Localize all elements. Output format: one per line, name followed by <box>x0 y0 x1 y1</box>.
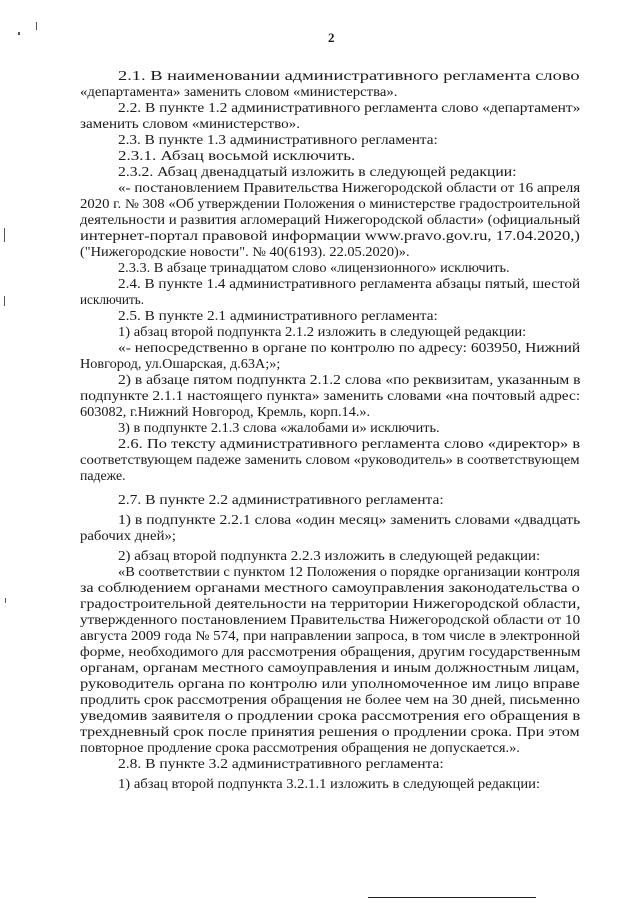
scan-speck <box>4 296 5 306</box>
text-line: 2.6. По тексту административного регламента слово «директор» в <box>118 436 581 451</box>
text-line: утвержденного постановлением Правительства Нижегородской области от 10 <box>80 612 581 627</box>
text-line: ("Нижегородские новости". № 40(6193). 22.05.2020)». <box>80 244 410 259</box>
text-line: «департамента» заменить словом «министерства». <box>80 84 398 99</box>
text-line: 2.5. В пункте 2.1 административного регламента: <box>118 308 438 323</box>
text-line: подпункте 2.1.1 настоящего пункта» заменить словами «на почтовый адрес: <box>80 388 581 403</box>
text-line: падеже. <box>80 468 126 483</box>
text-line: 2.7. В пункте 2.2 административного регламента: <box>118 492 444 507</box>
text-line: заменить словом «министерство». <box>80 116 301 131</box>
text-line: градостроительной деятельности на территории Нижегородской области, <box>80 596 581 611</box>
text-line: 2.3. В пункте 1.3 административного регламента: <box>118 132 438 147</box>
text-line: «- непосредственно в органе по контролю по адресу: 603950, Нижний <box>118 340 581 355</box>
scan-speck <box>4 228 5 242</box>
text-line: деятельности и развития агломераций Нижегородской области» (официальный <box>80 212 581 227</box>
scan-speck <box>18 32 20 35</box>
scan-speck <box>5 598 6 603</box>
text-line: уведомив заявителя о продлении срока рассмотрения его обращения в <box>80 708 581 723</box>
text-line: руководитель органа по контролю или уполномоченное им лицо вправе <box>80 676 580 691</box>
text-line: 2.1. В наименовании административного регламента слово <box>118 68 580 83</box>
footer-rule <box>368 897 536 898</box>
text-line: продлить срок рассмотрения обращения не более чем на 30 дней, письменно <box>80 692 580 707</box>
text-line: 2.2. В пункте 1.2 административного регламента слово «департамент» <box>118 100 581 115</box>
text-line: форме, необходимого для рассмотрения обращения, другим государственным <box>80 644 581 659</box>
text-line: 1) в подпункте 2.2.1 слова «один месяц» заменить словами «двадцать <box>118 512 581 527</box>
text-line: 2.3.1. Абзац восьмой исключить. <box>118 148 356 163</box>
text-line: 1) абзац второй подпункта 3.2.1.1 изложить в следующей редакции: <box>118 776 541 791</box>
text-line: исключить. <box>80 292 145 307</box>
text-line: рабочих дней»; <box>80 528 176 543</box>
text-line: 2.3.2. Абзац двенадцатый изложить в следующей редакции: <box>118 164 517 179</box>
page-number: 2 <box>328 30 335 45</box>
text-line: «- постановлением Правительства Нижегородской области от 16 апреля <box>118 180 581 195</box>
text-line: 2.4. В пункте 1.4 административного регламента абзацы пятый, шестой <box>118 276 581 291</box>
text-line: «В соответствии с пунктом 12 Положения о порядке организации контроля <box>118 564 580 579</box>
text-line: 2020 г. № 308 «Об утверждении Положения о министерстве градостроительной <box>80 196 581 211</box>
text-line: интернет-портал правовой информации www.pravo.gov.ru, 17.04.2020,) <box>80 228 580 243</box>
text-line: повторное продление срока рассмотрения обращения не допускается.». <box>80 740 520 755</box>
text-line: соответствующем падеже заменить словом «руководитель» в соответствующем <box>80 452 580 467</box>
text-line: 1) абзац второй подпункта 2.1.2 изложить в следующей редакции: <box>118 324 527 339</box>
text-line: 2.3.3. В абзаце тринадцатом слово «лицензионного» исключить. <box>118 260 510 275</box>
text-line: 603082, г.Нижний Новгород, Кремль, корп.14.». <box>80 404 371 419</box>
text-line: августа 2009 года № 574, при направлении запроса, в том числе в электронной <box>80 628 581 643</box>
text-line: 2.8. В пункте 3.2 административного регламента: <box>118 756 444 771</box>
text-line: 2) абзац второй подпункта 2.2.3 изложить в следующей редакции: <box>118 548 541 563</box>
scan-speck <box>36 22 37 30</box>
text-line: Новгород, ул.Ошарская, д.63А;»; <box>80 356 281 371</box>
text-line: органам, органам местного самоуправления и иным должностным лицам, <box>80 660 580 675</box>
text-line: трехдневный срок после принятия решения о продлении срока. При этом <box>80 724 580 739</box>
text-line: 2) в абзаце пятом подпункта 2.1.2 слова «по реквизитам, указанным в <box>118 372 581 387</box>
text-line: за соблюдением органами местного самоуправления законодательства о <box>80 580 580 595</box>
text-line: 3) в подпункте 2.1.3 слова «жалобами и» исключить. <box>118 420 440 435</box>
